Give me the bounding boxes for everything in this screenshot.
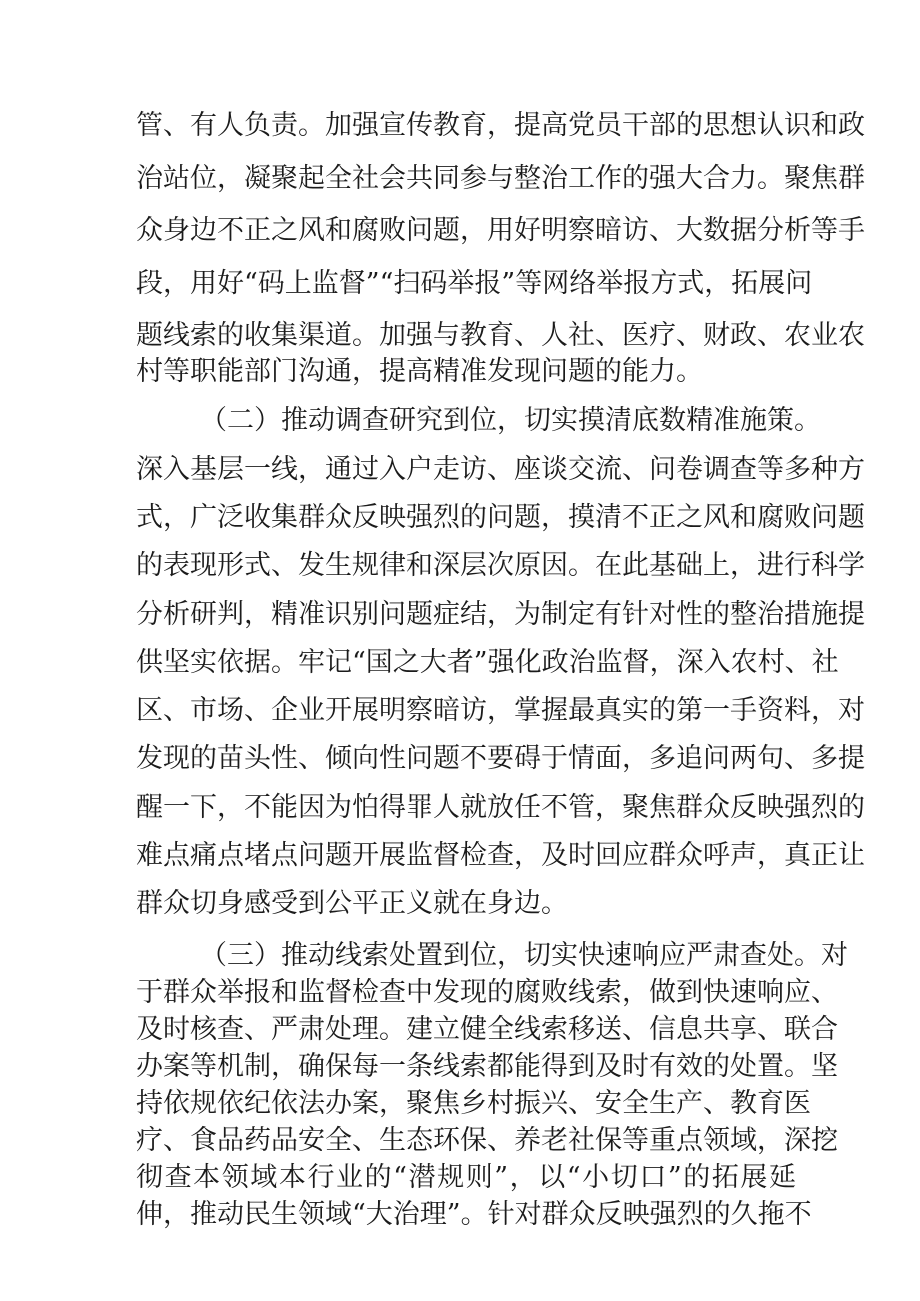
- text-line: 彻查本领域本行业的“潜规则”，以“小切口”的拓展延: [136, 1162, 796, 1193]
- text-line: 醒一下，不能因为怕得罪人就放任不管，聚焦群众反映强烈的: [136, 792, 865, 823]
- text-line: 分析研判，精准识别问题症结，为制定有针对性的整治措施提: [136, 599, 865, 630]
- text-line: 持依规依纪依法办案，聚焦乡村振兴、安全生产、教育医: [136, 1088, 811, 1119]
- text-line: 村等职能部门沟通，提高精准发现问题的能力。: [136, 356, 703, 387]
- text-line: 式，广泛收集群众反映强烈的问题，摸清不正之风和腐败问题: [136, 502, 865, 533]
- text-line: 办案等机制，确保每一条线索都能得到及时有效的处置。坚: [136, 1051, 838, 1082]
- text-line: 深入基层一线，通过入户走访、座谈交流、问卷调查等多种方: [136, 454, 865, 485]
- text-line: 题线索的收集渠道。加强与教育、人社、医疗、财政、农业农: [136, 320, 865, 351]
- text-line: 伸，推动民生领域“大治理”。针对群众反映强烈的久拖不: [136, 1199, 812, 1230]
- text-line: 供坚实依据。牢记“国之大者”强化政治监督，深入农村、社: [136, 647, 839, 678]
- text-line: 治站位，凝聚起全社会共同参与整治工作的强大合力。聚焦群: [136, 163, 865, 194]
- text-line: 于群众举报和监督检查中发现的腐败线索，做到快速响应、: [136, 977, 838, 1008]
- text-line: 难点痛点堵点问题开展监督检查，及时回应群众呼声，真正让: [136, 840, 865, 871]
- text-line: 区、市场、企业开展明察暗访，掌握最真实的第一手资料，对: [136, 695, 865, 726]
- text-line: 段，用好“码上监督”“扫码举报”等网络举报方式，拓展问: [136, 268, 813, 299]
- text-line: 及时核查、严肃处理。建立健全线索移送、信息共享、联合: [136, 1014, 838, 1045]
- text-line: 的表现形式、发生规律和深层次原因。在此基础上，进行科学: [136, 550, 865, 581]
- text-line: 发现的苗头性、倾向性问题不要碍于情面，多追问两句、多提: [136, 743, 865, 774]
- text-line: 众身边不正之风和腐败问题，用好明察暗访、大数据分析等手: [136, 215, 865, 246]
- section-heading: （二）推动调查研究到位，切实摸清底数精准施策。: [200, 405, 821, 436]
- text-line: 群众切身感受到公平正义就在身边。: [136, 888, 568, 919]
- text-line: 疗、食品药品安全、生态环保、养老社保等重点领域，深挖: [136, 1125, 838, 1156]
- text-line: 管、有人负责。加强宣传教育，提高党员干部的思想认识和政: [136, 110, 865, 141]
- section-heading: （三）推动线索处置到位，切实快速响应严肃查处。对: [200, 940, 848, 971]
